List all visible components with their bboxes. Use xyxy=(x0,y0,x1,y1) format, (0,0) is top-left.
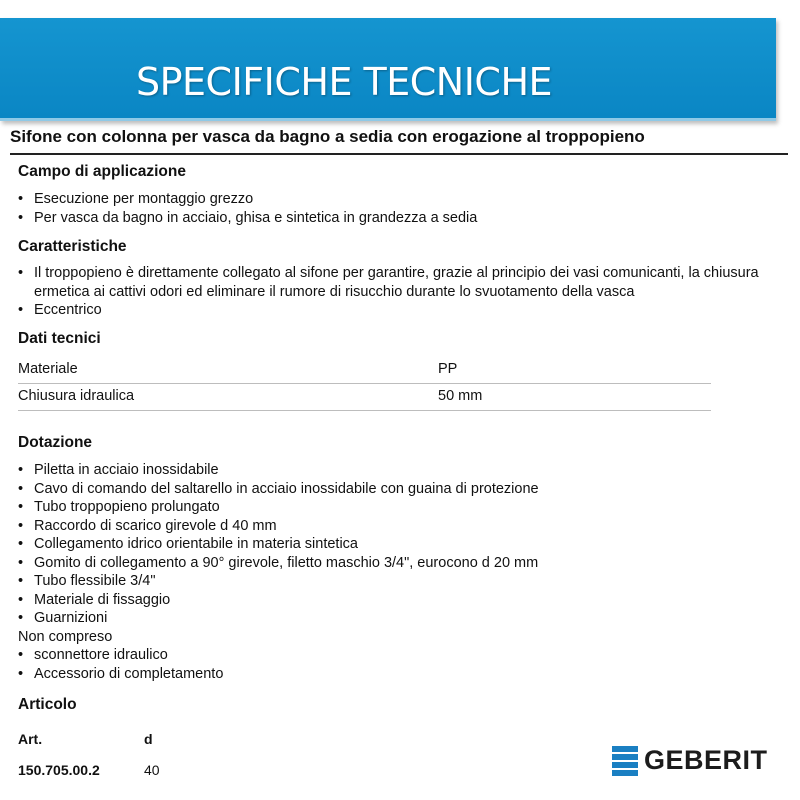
list-item: • Tubo flessibile 3/4" xyxy=(18,572,539,591)
caratteristiche-list xyxy=(18,264,798,320)
non-compreso-label: Non compreso xyxy=(18,629,113,645)
dotazione-heading: Dotazione xyxy=(18,434,93,451)
campo-list xyxy=(18,190,477,227)
list-item: • sconnettore idraulico xyxy=(18,646,223,665)
banner-title: SPECIFICHE TECNICHE xyxy=(136,60,553,104)
articolo-col-d: d xyxy=(144,731,153,747)
list-item: • Raccordo di scarico girevole d 40 mm xyxy=(18,517,539,536)
header-banner xyxy=(0,18,776,121)
list-item: • Collegamento idrico orientabile in materia sintetica xyxy=(18,535,539,554)
articolo-heading: Articolo xyxy=(18,696,77,713)
table-cell-label: Materiale xyxy=(18,361,78,377)
list-item: • Guarnizioni xyxy=(18,609,539,628)
geberit-logo xyxy=(612,746,792,776)
list-item: • Per vasca da bagno in acciaio, ghisa e sintetica in grandezza a sedia xyxy=(18,209,477,228)
dotazione-list xyxy=(18,461,539,628)
list-item: • Materiale di fissaggio xyxy=(18,591,539,610)
list-item: • Gomito di collegamento a 90° girevole, filetto maschio 3/4", eurocono d 20 mm xyxy=(18,554,539,573)
table-row xyxy=(18,384,711,411)
table-row xyxy=(18,357,711,384)
list-item: • Il troppopieno è direttamente collegato al sifone per garantire, grazie al principio dei vasi comunicanti, la chiusura ermetica ai cattivi odori ed eliminare il rumore di risucchio durante lo svuotamento della vasca xyxy=(18,264,798,301)
list-item: • Tubo troppopieno prolungato xyxy=(18,498,539,517)
brand-name: GEBERIT xyxy=(644,745,768,775)
geberit-logo-icon xyxy=(612,746,638,776)
product-title: Sifone con colonna per vasca da bagno a sedia con erogazione al troppopieno xyxy=(10,127,788,155)
articolo-d-value: 40 xyxy=(144,762,160,778)
table-cell-value: 50 mm xyxy=(438,388,483,404)
list-item: • Eccentrico xyxy=(18,301,798,320)
list-item: • Piletta in acciaio inossidabile xyxy=(18,461,539,480)
articolo-col-art: Art. xyxy=(18,731,43,747)
non-compreso-list xyxy=(18,646,223,683)
list-item: • Cavo di comando del saltarello in acciaio inossidabile con guaina di protezione xyxy=(18,480,539,499)
articolo-code: 150.705.00.2 xyxy=(18,762,100,778)
caratteristiche-heading: Caratteristiche xyxy=(18,238,127,255)
table-cell-value: PP xyxy=(438,361,458,377)
campo-heading: Campo di applicazione xyxy=(18,163,186,180)
list-item: • Esecuzione per montaggio grezzo xyxy=(18,190,477,209)
table-cell-label: Chiusura idraulica xyxy=(18,388,135,404)
dati-tecnici-table xyxy=(18,357,711,411)
list-item: • Accessorio di completamento xyxy=(18,665,223,684)
dati-tecnici-heading: Dati tecnici xyxy=(18,330,101,347)
